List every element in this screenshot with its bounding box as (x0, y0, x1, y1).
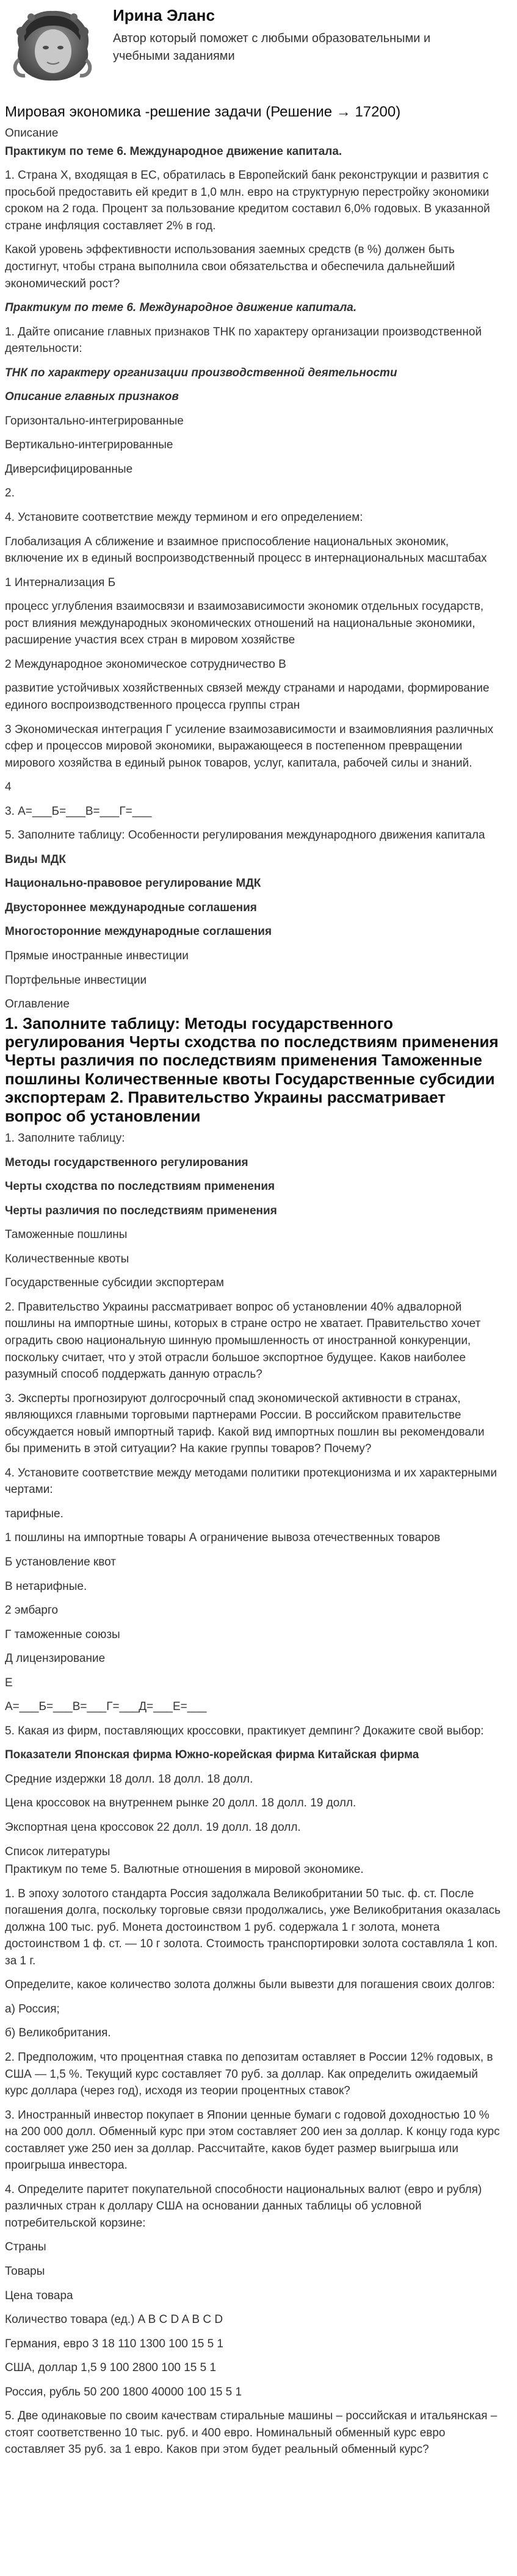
author-name[interactable]: Ирина Эланс (113, 6, 215, 24)
paragraph: 3 Экономическая интеграция Г усиление взаимозависимости и взаимовлияния различных сфер и процессов мировой экономики, выражающееся в постепенном превращении мирового хозяйства в единый рынок товаров, услуг, капитала, рабочей силы и знаний. (5, 723, 494, 770)
paragraph: 2. Правительство Украины рассматривает вопрос об установлении 40% адвалорной пошлины на импортные шины, которых в стране остро не хватает. Правительство хочет оградить свою национальную шинную промышленность от иностранной конкуренции, поскольку считает, что у этой отрасли большое экспортное будущее. Каков наиболее разумный способ поддержать данную отрасль? (5, 1300, 481, 1381)
paragraph: Практикум по теме 5. Валютные отношения в мировой экономике. (5, 1863, 364, 1877)
bold-heading: Виды МДК (5, 853, 66, 866)
paragraph: Вертикально-интегрированные (5, 438, 173, 452)
paragraph: 2. Предположим, что процентная ставка по депозитам оставляет в России 12% годовых, в США — 1,5 %. Текущий курс составляет 70 руб. за доллар. Как определить ожидаемый курс доллара (через год), исходя из теории процентных ставок? (5, 2051, 493, 2098)
paragraph: б) Великобритания. (5, 2027, 111, 2040)
author-info (113, 5, 455, 65)
paragraph: развитие устойчивых хозяйственных связей между странами и народами, формирование единого воспроизводственного процесса группы стран (5, 682, 490, 712)
paragraph: 2 Международное экономическое сотрудничество В (5, 657, 286, 671)
paragraph: 1. Страна X, входящая в ЕС, обратилась в Европейский банк реконструкции и развития с просьбой предоставить ей кредит в 1,0 млн. евро на структурную перестройку экономики сроком на 2 года. Процент за пользование кредитом составил 6,0% годовых. В указанной стране инфляция составляет 2% в год. (5, 169, 490, 232)
author-avatar[interactable] (7, 5, 98, 85)
paragraph: 2 эмбарго (5, 1604, 59, 1617)
paragraph: Таможенные пошлины (5, 1228, 128, 1242)
paragraph: Прямые иностранные инвестиции (5, 949, 189, 962)
paragraph: Цена кроссовок на внутреннем рынке 20 долл. 18 долл. 19 долл. (5, 1797, 356, 1810)
paragraph: процесс углубления взаимосвязи и взаимозависимости экономик отдельных государств, рост влияния международных экономических отношений на национальные экономики, расширение участия всех стран в мировом хозяйстве (5, 600, 484, 647)
paragraph: 1 пошлины на импортные товары А ограничение вывоза отечественных товаров (5, 1531, 441, 1545)
bold-heading: Показатели Японская фирма Южно-корейская фирма Китайская фирма (5, 1748, 419, 1762)
bold-heading: Многосторонние международные соглашения (5, 925, 272, 939)
paragraph: Б установление квот (5, 1555, 116, 1569)
paragraph: 3. А=___Б=___В=___Г=___ (5, 804, 152, 818)
paragraph: а) Россия; (5, 2002, 60, 2016)
italic-heading: Описание главных признаков (5, 390, 179, 404)
description-label: Описание (5, 127, 59, 140)
paragraph: 4 (5, 781, 12, 794)
document-title: Мировая экономика -решение задачи (Решение → 17200) (5, 104, 401, 120)
bold-heading: Практикум по теме 6. Международное движение капитала. (5, 145, 342, 158)
italic-heading: ТНК по характеру организации производственной деятельности (5, 366, 397, 379)
section-label: Оглавление (5, 998, 70, 1011)
paragraph: Д лицензирование (5, 1652, 106, 1665)
paragraph: 3. Эксперты прогнозируют долгосрочный спад экономической активности в странах, являющихся главными торговыми партнерами России. В российском правительстве обсуждается новый импортный тариф. Какой вид импортных пошлин вы рекомендовали бы применить в этой ситуации? На какие группы товаров? Почему? (5, 1392, 485, 1456)
italic-heading: Практикум по теме 6. Международное движение капитала. (5, 301, 357, 315)
paragraph: 3. Иностранный инвестор покупает в Японии ценные бумаги с годовой доходностью 10 % на 200 000 долл. Обменный курс при этом составляет 200 иен за доллар. К концу года курс составляет уже 250 иен за доллар. Рассчитайте, каков будет размер выигрыша или проигрыша инвестора. (5, 2108, 500, 2172)
paragraph: 5. Какая из фирм, поставляющих кроссовки, практикует демпинг? Докажите свой выбор: (5, 1724, 484, 1737)
paragraph: В нетарифные. (5, 1580, 87, 1593)
paragraph: 1. В эпоху золотого стандарта Россия задолжала Великобритании 50 тыс. ф. ст. После погашения долга, поскольку торговые связи продолжались, уже Великобритания оказалась должна 100 тыс. руб. Монета достоинством 1 руб. содержала 1 г золота, монета достоинством 1 ф. ст. — 10 г золота. Стоимость транспортировки золота составляла 1 коп. за 1 г. (5, 1887, 501, 1967)
paragraph: 1. Заполните таблицу: (5, 1132, 125, 1145)
paragraph: А=___Б=___В=___Г=___Д=___Е=___ (5, 1700, 207, 1714)
bold-heading: Двустороннее международные соглашения (5, 901, 257, 914)
author-description: Автор который поможет с любыми образовательными и учебными заданиями (113, 32, 431, 63)
paragraph: 1 Интернализация Б (5, 576, 116, 589)
paragraph: 4. Установите соответствие между методами политики протекционизма и их характерными чертами: (5, 1466, 497, 1497)
paragraph: Россия, рубль 50 200 1800 40000 100 15 5 1 (5, 2385, 242, 2399)
section-label: Список литературы (5, 1845, 110, 1858)
bold-heading: Методы государственного регулирования (5, 1156, 248, 1169)
bold-heading: Национально-правовое регулирование МДК (5, 877, 261, 890)
paragraph: 1. Дайте описание главных признаков ТНК по характеру организации производственной деятельности: (5, 325, 482, 356)
paragraph: Страны (5, 2241, 46, 2254)
paragraph: Цена товара (5, 2289, 73, 2302)
paragraph: 2. (5, 487, 15, 500)
bold-heading: Черты различия по последствиям применения (5, 1204, 277, 1217)
paragraph: Германия, евро 3 18 110 1300 100 15 5 1 (5, 2337, 223, 2350)
paragraph: Экспортная цена кроссовок 22 долл. 19 долл. 18 долл. (5, 1821, 301, 1834)
paragraph: Портфельные инвестиции (5, 973, 147, 987)
document-content (5, 143, 501, 2458)
paragraph: Государственные субсидии экспортерам (5, 1276, 224, 1290)
paragraph: Диверсифицированные (5, 462, 133, 476)
paragraph: Товары (5, 2265, 45, 2278)
paragraph: Средние издержки 18 долл. 18 долл. 18 долл. (5, 1772, 253, 1786)
paragraph: 4. Установите соответствие между термином и его определением: (5, 511, 363, 524)
paragraph: 5. Две одинаковые по своим качествам стиральные машины – российская и итальянская – стоят соответственно 10 тыс. руб. и 400 евро. Номинальный обменный курс евро составляет 35 руб. за 1 евро. Каков при этом будет реальный обменный курс? (5, 2410, 497, 2456)
paragraph: Г таможенные союзы (5, 1628, 120, 1641)
paragraph: Количественные квоты (5, 1252, 129, 1265)
paragraph: Е (5, 1676, 13, 1689)
paragraph: Какой уровень эффективности использования заемных средств (в %) должен быть достигнут, чтобы страна выполнила свои обязательства и обеспечила дальнейший экономический рост? (5, 243, 455, 290)
paragraph: тарифные. (5, 1507, 63, 1520)
paragraph: США, доллар 1,5 9 100 2800 100 15 5 1 (5, 2361, 217, 2375)
paragraph: 4. Определите паритет покупательной способности национальных валют (евро и рубля) различных стран к доллару США на основании данных таблицы об условной потребительской корзине: (5, 2183, 482, 2230)
paragraph: Горизонтально-интегрированные (5, 414, 184, 428)
paragraph: Глобализация А сближение и взаимное приспособление национальных экономик, включение их в единый воспроизводственный процесс в интернациональных масштабах (5, 535, 487, 565)
paragraph: 5. Заполните таблицу: Особенности регулирования международного движения капитала (5, 829, 485, 842)
avatar-image (7, 5, 98, 85)
paragraph: Количество товара (ед.) A B C D A B C D (5, 2313, 223, 2327)
bold-heading: Черты сходства по последствиям применения (5, 1180, 275, 1193)
section-heading: 1. Заполните таблицу: Методы государственного регулирования Черты сходства по последствиям применения Черты различия по последствиям применения Таможенные пошлины Количественные квоты Государственные субсидии экспортерам 2. Правительство Украины рассматривает вопрос об установлении (5, 1014, 499, 1125)
author-bar (5, 0, 501, 85)
paragraph: Определите, какое количество золота должны были вывезти для погашения своих долгов: (5, 1978, 495, 1992)
